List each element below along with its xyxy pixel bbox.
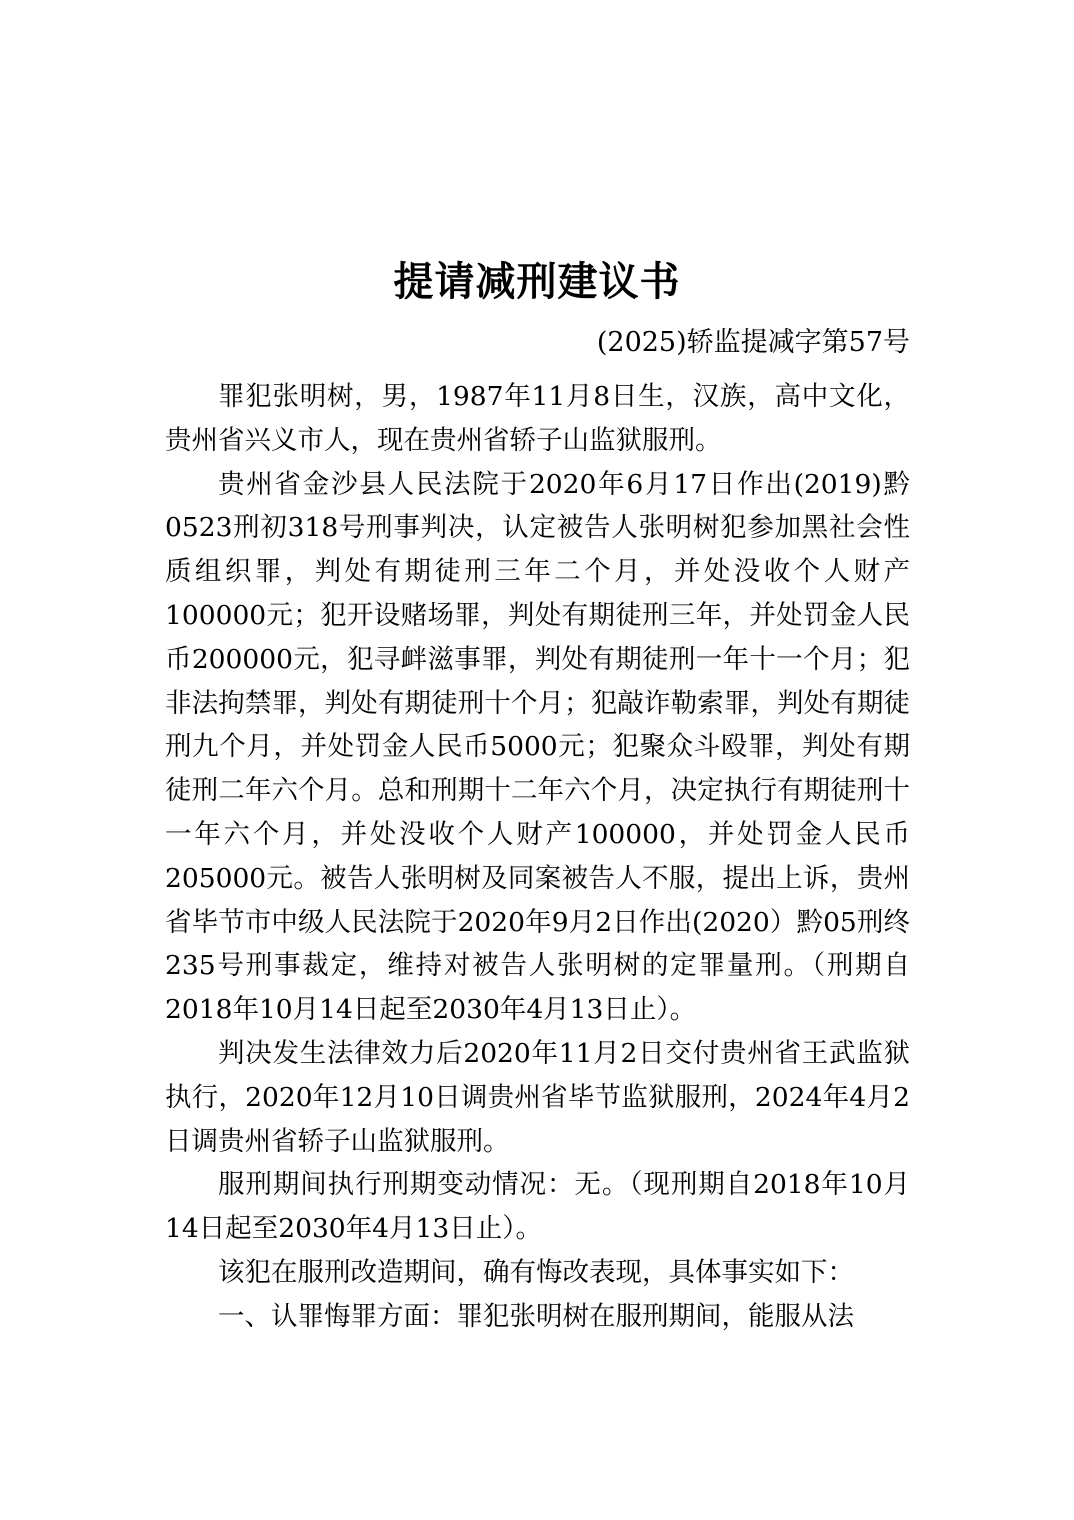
paragraph-criminal-info: 罪犯张明树，男，1987年11月8日生，汉族，高中文化，贵州省兴义市人，现在贵州省轿子山监狱服刑。 bbox=[165, 381, 910, 456]
document-title: 提请减刑建议书 bbox=[393, 258, 681, 305]
paragraph-execution: 判决发生法律效力后2020年11月2日交付贵州省王武监狱执行，2020年12月10日调贵州省毕节监狱服刑，2024年4月2日调贵州省轿子山监狱服刑。 bbox=[165, 1037, 910, 1157]
document-body bbox=[165, 375, 910, 1339]
document-number: (2025)轿监提减字第57号 bbox=[596, 327, 910, 358]
paragraph-judgment: 贵州省金沙县人民法院于2020年6月17日作出(2019)黔0523刑初318号刑事判决，认定被告人张明树犯参加黑社会性质组织罪，判处有期徒刑三年二个月，并处没收个人财产100000元；犯开设赌场罪，判处有期徒刑三年，并处罚金人民币200000元，犯寻衅滋事罪，判处有期徒刑一年十一个月；犯非法拘禁罪，判处有期徒刑十个月；犯敲诈勒索罪，判处有期徒刑九个月，并处罚金人民币5000元；犯聚众斗殴罪，判处有期徒刑二年六个月。总和刑期十二年六个月，决定执行有期徒刑十一年六个月，并处没收个人财产100000，并处罚金人民币205000元。被告人张明树及同案被告人不服，提出上诉，贵州省毕节市中级人民法院于2020年9月2日作出(2020）黔05刑终235号刑事裁定，维持对被告人张明树的定罪量刑。（刑期自2018年10月14日起至2030年4月13日止）。 bbox=[165, 468, 910, 1026]
paragraph-repentance-intro: 该犯在服刑改造期间，确有悔改表现，具体事实如下： bbox=[218, 1256, 854, 1288]
paragraph-sentence-changes: 服刑期间执行刑期变动情况：无。（现刑期自2018年10月14日起至2030年4月13日止）。 bbox=[165, 1169, 910, 1245]
paragraph-section-one: 一、认罪悔罪方面：罪犯张明树在服刑期间，能服从法 bbox=[218, 1300, 854, 1332]
